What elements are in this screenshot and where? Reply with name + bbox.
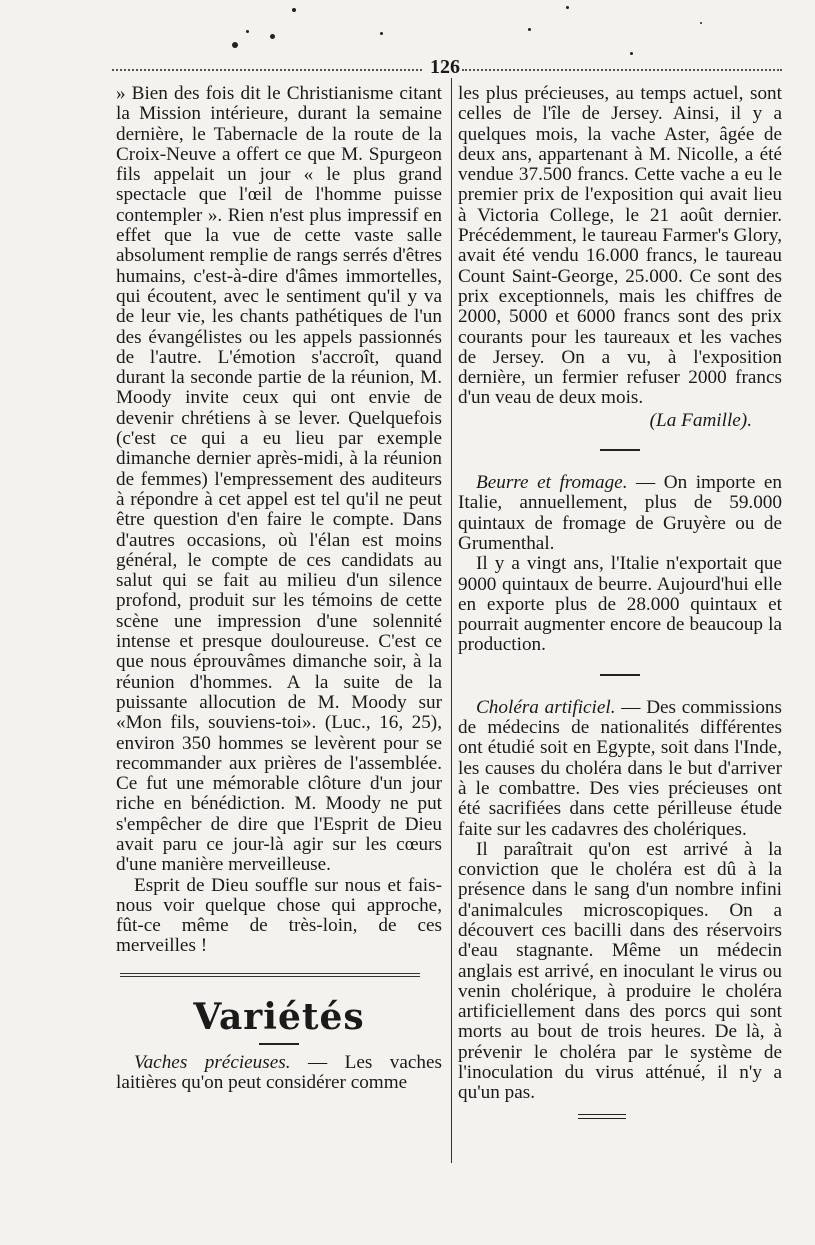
article-paragraph: Esprit de Dieu souffle sur nous et fais-nous voir quelque chose qui approche, fût-ce même de très-loin, de ces merveilles ! (116, 874, 442, 957)
item-title: Choléra artificiel. (476, 696, 616, 718)
item-text: — On importe en Italie, annuellement, plus de 59.000 quintaux de fromage de Gruyère ou de Grumenthal. (458, 472, 783, 554)
article-paragraph: Il y a vingt ans, l'Italie n'exportait que 9000 quintaux de beurre. Aujourd'hui elle en exporte plus de 28.000 quintaux et pourrait augmenter encore de beaucoup la production. (458, 553, 782, 656)
left-column (116, 84, 442, 1093)
short-divider (600, 674, 640, 676)
article-paragraph (458, 473, 782, 554)
article-paragraph (458, 698, 782, 840)
page-number: 126 (430, 56, 460, 78)
section-title: Variétés (193, 995, 365, 1038)
article-paragraph (116, 1053, 442, 1094)
item-title: Beurre et fromage. (476, 472, 628, 494)
column-divider (451, 78, 452, 1163)
attribution: (La Famille). (649, 409, 752, 431)
article-paragraph: » Bien des fois dit le Christianisme citant la Mission intérieure, durant la semaine dernière, le Tabernacle de la route de la Croix-Neuve a offert ce que M. Spurgeon fils appelait un jour « le plus grand spectacle que l'œil de l'homme puisse contempler ». Rien n'est plus impressif en effet que la vue de cette vaste salle absolument remplie de rangs serrés d'êtres humains, c'est-à-dire d'âmes immortelles, qui écoutent, avec le sentiment qu'il y va de leur vie, les chants pathétiques de l'un des évangélistes ou les appels passionnés de l'autre. L'émotion s'accroît, quand durant la seconde partie de la réunion, M. Moody invite ceux qui ont envie de devenir chrétiens à se lever. Quelquefois (c'est ce qui a eu lieu par exemple dimanche dernier après-midi, à la réunion de femmes) l'empressement des auditeurs à répondre à cet appel est tel qu'il ne peut être question d'en faire le compte. Dans d'autres occasions, où l'élan est moins général, le compte de ces candidats au salut qui se fait au milieu d'un silence profond, produit sur les témoins de cette scène une impression d'une solennité intense et presque douloureuse. C'est ce que nous éprouvâmes dimanche soir, à la réunion d'hommes. A la suite de la puissante allocution de M. Moody sur «Mon fils, souviens-toi». (Luc., 16, 25), environ 350 hommes se levèrent pour se recommander aux prières de l'assemblée. Ce fut une mémorable clôture d'un jour riche en bénédiction. M. Moody ne put s'empêcher de dire que l'Esprit de Dieu avait paru ce jour-là agir sur les cœurs d'une manière merveilleuse. (116, 83, 442, 876)
header-rule-right (462, 69, 782, 71)
short-divider (600, 449, 640, 451)
article-paragraph: Il paraîtrait qu'on est arrivé à la conviction que le choléra est dû à la présence dans le sang d'un nombre infini d'animalcules microscopiques. On a découvert ces bacilli dans des réservoirs d'eau stagnante. Même un médecin anglais est arrivé, en inoculant le virus ou venin cholérique, à produire le choléra artificiellement dans des porcs qui sont morts au bout de trois heures. De là, à prévenir le choléra par le système de l'inoculation du virus atténué, il n'y a qu'un pas. (458, 838, 782, 1104)
right-column (458, 84, 782, 1119)
short-divider (259, 1043, 299, 1045)
end-divider (578, 1114, 626, 1119)
header-rule-left (112, 69, 422, 71)
item-text: — Des commissions de médecins de nationalités différentes ont étudié soit en Egypte, soit dans l'Inde, les causes du choléra dans le but d'arriver à le combattre. Des vies précieuses ont été sacrifiées dans cette périlleuse étude faite sur les cadavres des cholériques. (458, 696, 782, 840)
section-divider (120, 973, 420, 977)
article-paragraph: les plus précieuses, au temps actuel, sont celles de l'île de Jersey. Ainsi, il y a quelques mois, la vache Aster, âgée de deux ans, appartenant à M. Nicolle, a été vendue 37.500 francs. Cette vache a eu le premier prix de l'exposition qui avait lieu à Victoria College, le 21 août dernier. Précédemment, le taureau Farmer's Glory, avait été vendu 16.000 francs, le taureau Count Saint-George, 25.000. Ce sont des prix exceptionnels, mais les chiffres de 2000, 5000 et 6000 francs sont des prix courants pour les taureaux et les vaches de Jersey. On a vu, à l'exposition dernière, un fermier refuser 2000 francs d'un veau de deux mois. (458, 83, 782, 409)
item-title: Vaches précieuses. (134, 1051, 291, 1073)
item-text: — Les vaches laitières qu'on peut considérer comme (116, 1051, 442, 1094)
page-header (112, 56, 782, 80)
